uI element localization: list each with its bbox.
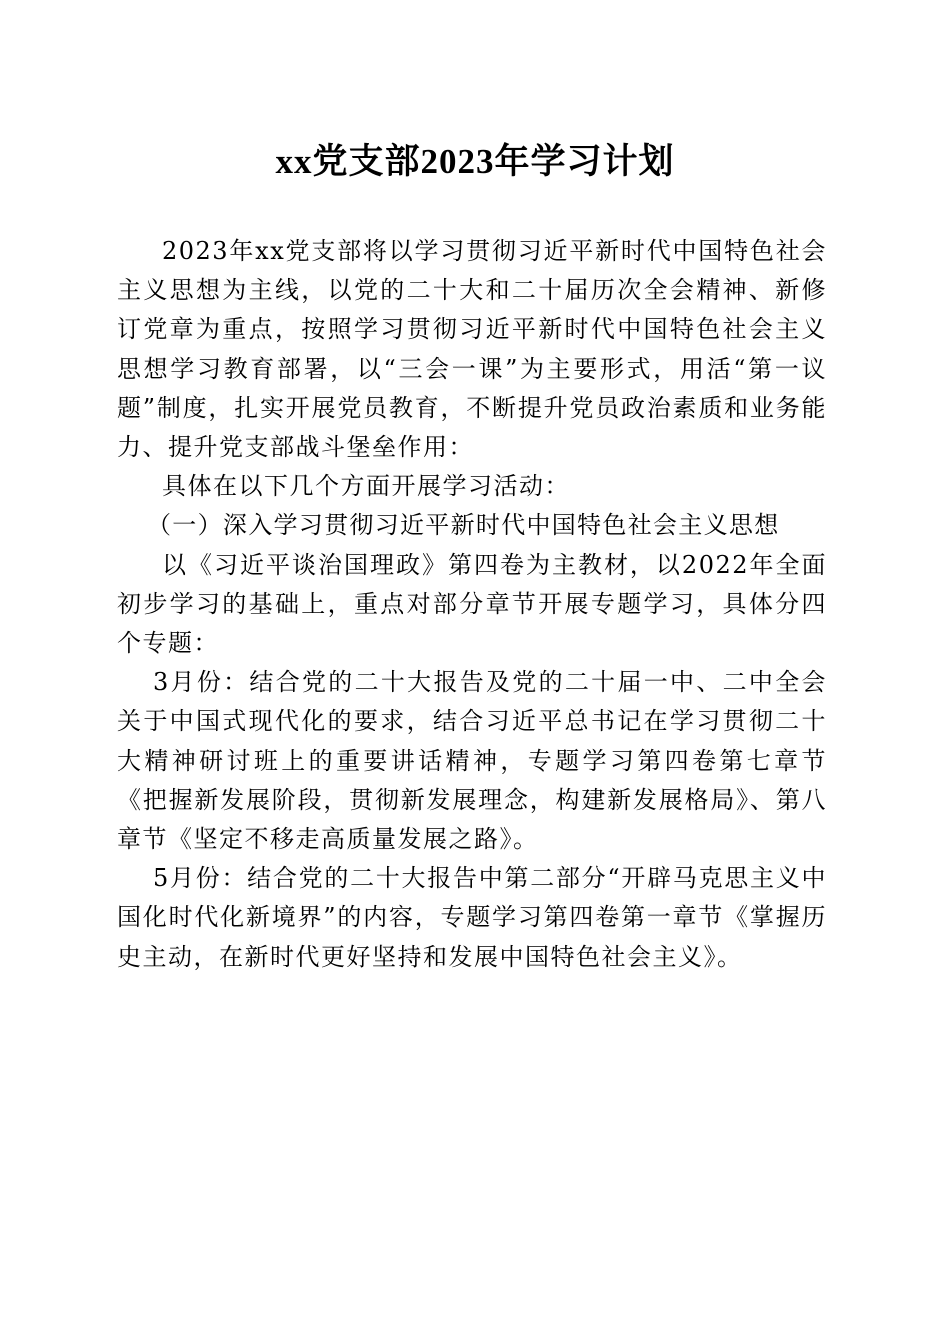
section-heading: （一）深入学习贯彻习近平新时代中国特色社会主义思想 [147, 511, 780, 540]
document-body [117, 232, 827, 977]
section-paragraph: 以《习近平谈治国理政》第四卷为主教材，以2022年全面初步学习的基础上，重点对部分章节开展专题学习，具体分四个专题： [117, 550, 827, 658]
may-paragraph: 5月份：结合党的二十大报告中第二部分“开辟马克思主义中国化时代化新境界”的内容，专题学习第四卷第一章节《掌握历史主动，在新时代更好坚持和发展中国特色社会主义》。 [117, 864, 827, 971]
intro-paragraph: 2023年xx党支部将以学习贯彻习近平新时代中国特色社会主义思想为主线，以党的二十大和二十届历次全会精神、新修订党章为重点，按照学习贯彻习近平新时代中国特色社会主义思想学习教育部署，以“三会一课”为主要形式，用活“第一议题”制度，扎实开展党员教育，不断提升党员政治素质和业务能力、提升党支部战斗堡垒作用： [117, 237, 827, 462]
march-paragraph: 3月份：结合党的二十大报告及党的二十届一中、二中全会关于中国式现代化的要求，结合习近平总书记在学习贯彻二十大精神研讨班上的重要讲话精神，专题学习第四卷第七章节《把握新发展阶段，贯彻新发展理念，构建新发展格局》、第八章节《坚定不移走高质量发展之路》。 [117, 668, 827, 854]
lead-paragraph: 具体在以下几个方面开展学习活动： [162, 472, 570, 501]
document-title: xx党支部2023年学习计划 [275, 142, 675, 181]
